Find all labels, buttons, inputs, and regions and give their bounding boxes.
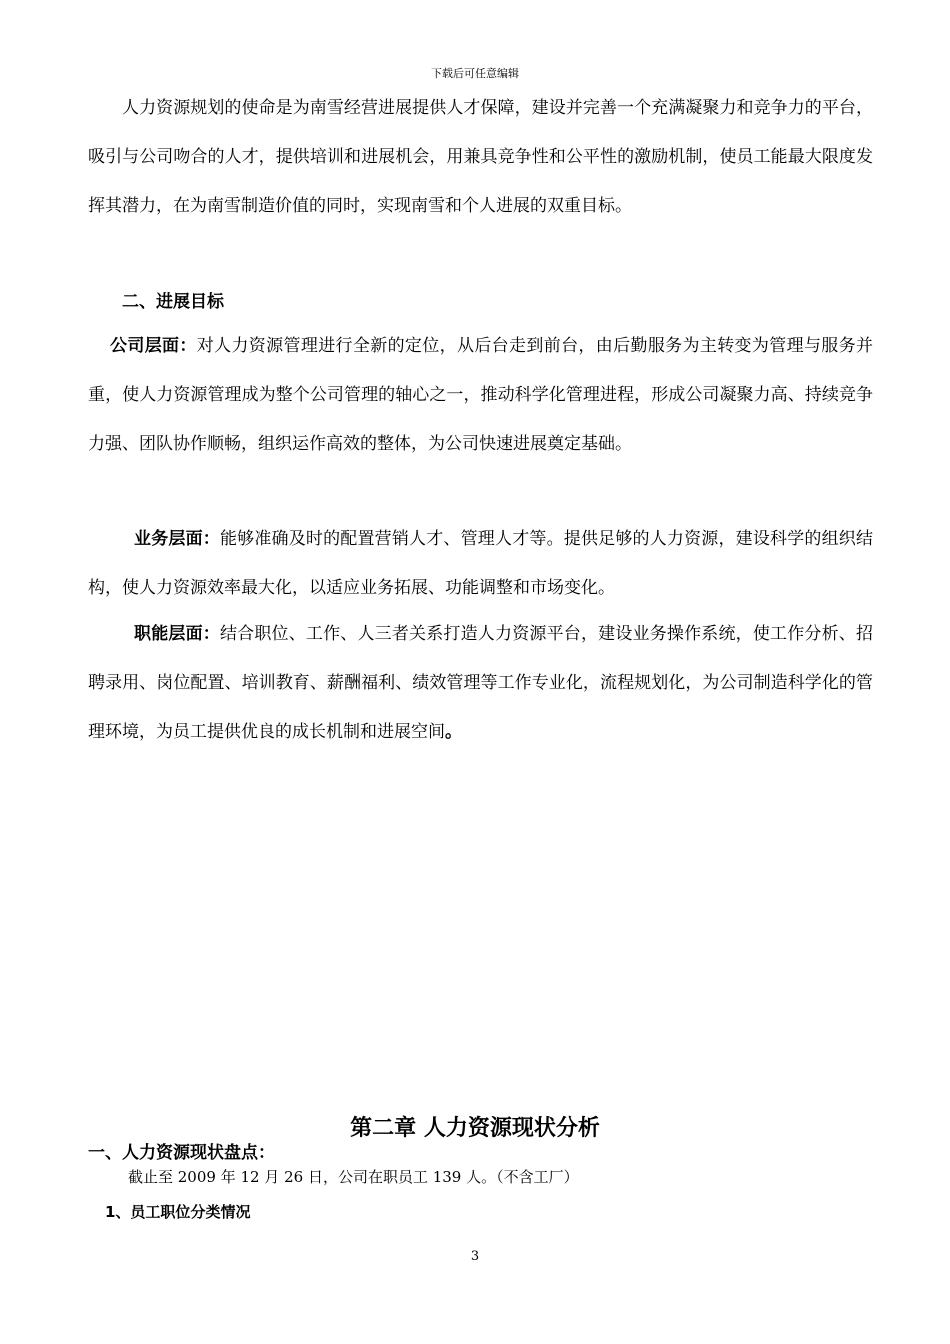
- mission-paragraph: 人力资源规划的使命是为南雪经营进展提供人才保障，建设并完善一个充满凝聚力和竞争力的平台，吸引与公司吻合的人才，提供培训和进展机会，用兼具竞争性和公平性的激励机制，使员工能最大限度发挥其潜力，在为南雪制造价值的同时，实现南雪和个人进展的双重目标。: [88, 98, 873, 216]
- function-level-paragraph: [88, 610, 873, 757]
- company-level-label: 公司层面：: [110, 336, 197, 356]
- header-note: 下载后可任意编辑: [431, 67, 519, 80]
- business-level-paragraph: [88, 515, 873, 613]
- company-level-paragraph: [88, 322, 873, 469]
- subsection-title: 1、员工职位分类情况: [105, 1203, 251, 1221]
- company-level-text: 对人力资源管理进行全新的定位，从后台走到前台，由后勤服务为主转变为管理与服务并重，使人力资源管理成为整个公司管理的轴心之一，推动科学化管理进程，形成公司凝聚力高、持续竞争力强、团队协作顺畅，组织运作高效的整体，为公司快速进展奠定基础。: [88, 336, 874, 454]
- function-level-text: 结合职位、工作、人三者关系打造人力资源平台，建设业务操作系统，使工作分析、招聘录用、岗位配置、培训教育、薪酬福利、绩效管理等工作专业化，流程规划化，为公司制造科学化的管理环境，为员工提供优良的成长机制和进展空间: [88, 624, 873, 742]
- goals-heading: 二、进展目标: [122, 292, 224, 312]
- function-level-end-mark: 。: [445, 722, 462, 742]
- inventory-text: 截止至 2009 年 12 月 26 日，公司在职员工 139 人。（不含工厂）: [128, 1168, 579, 1186]
- page-number: 3: [470, 1249, 480, 1264]
- section-title: 一、人力资源现状盘点：: [88, 1143, 275, 1163]
- business-level-label: 业务层面：: [134, 529, 220, 549]
- function-level-label: 职能层面：: [134, 624, 220, 644]
- business-level-text: 能够准确及时的配置营销人才、管理人才等。提供足够的人力资源，建设科学的组织结构，使人力资源效率最大化，以适应业务拓展、功能调整和市场变化。: [88, 529, 873, 598]
- chapter-title: 第二章 人力资源现状分析: [350, 1116, 600, 1141]
